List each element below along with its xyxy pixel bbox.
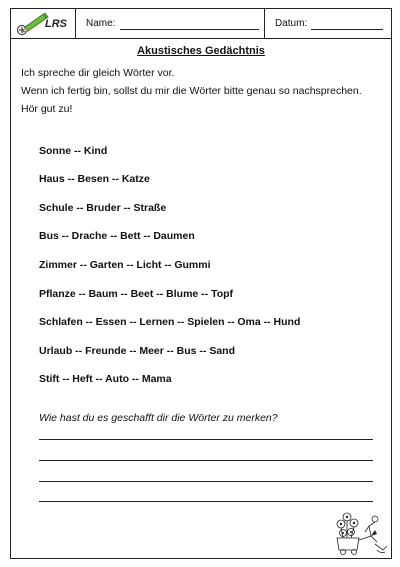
page-title: Akustisches Gedächtnis [137, 45, 265, 57]
name-cell [76, 9, 265, 39]
answer-line[interactable] [39, 439, 373, 440]
date-field[interactable] [311, 29, 383, 30]
logo-text: LRS [45, 18, 67, 30]
flower-cart-illustration-icon [331, 506, 389, 556]
intro-line: Ich spreche dir gleich Wörter vor. [21, 67, 175, 79]
logo-cell [11, 9, 76, 39]
worksheet [10, 8, 392, 559]
intro-line: Wenn ich fertig bin, sollst du mir die Wörter bitte genau so nachsprechen. [21, 85, 362, 97]
word-list-item: Haus -- Besen -- Katze [39, 173, 150, 185]
intro-line: Hör gut zu! [21, 103, 73, 115]
word-list-item: Urlaub -- Freunde -- Meer -- Bus -- Sand [39, 345, 236, 357]
answer-line[interactable] [39, 460, 373, 461]
date-label: Datum: [275, 18, 308, 29]
word-list-item: Schule -- Bruder -- Straße [39, 202, 167, 214]
question-text: Wie hast du es geschafft dir die Wörter zu merken? [39, 412, 278, 424]
word-list-item: Bus -- Drache -- Bett -- Daumen [39, 230, 195, 242]
word-list-item: Pflanze -- Baum -- Beet -- Blume -- Topf [39, 288, 234, 300]
answer-line[interactable] [39, 481, 373, 482]
word-list-item: Schlafen -- Essen -- Lernen -- Spielen -- Oma -- Hund [39, 316, 301, 328]
name-field[interactable] [120, 29, 259, 30]
word-list-item: Zimmer -- Garten -- Licht -- Gummi [39, 259, 211, 271]
word-list-item: Stift -- Heft -- Auto -- Mama [39, 373, 172, 385]
answer-line[interactable] [39, 501, 373, 502]
worksheet-header [11, 9, 391, 39]
word-list-item: Sonne -- Kind [39, 145, 108, 157]
name-label: Name: [86, 18, 116, 29]
